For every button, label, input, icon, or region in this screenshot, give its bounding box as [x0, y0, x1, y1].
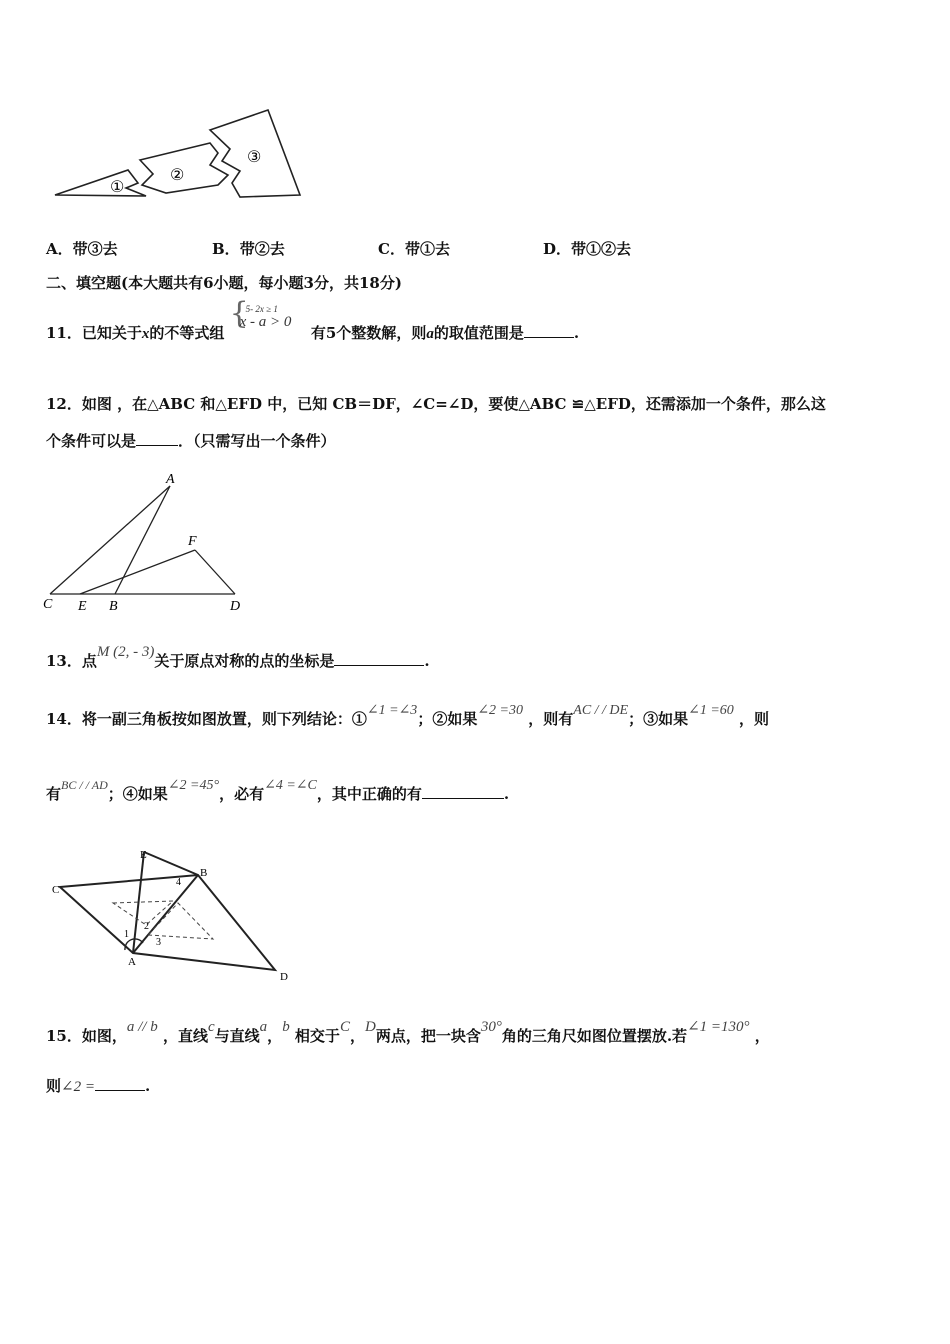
question-15-line-1: 15．如图，a // b ，直线c与直线a，b 相交于C，D两点，把一块含30°角的三角尺如图位置摆放.若∠1 =130° ， [46, 1019, 770, 1045]
inequality-system: { 5- 2x ≥ 1 x - a > 0 [229, 296, 292, 331]
svg-text:B: B [200, 867, 208, 879]
question-12-line-2: 个条件可以是 ．（只需写出一个条件） [46, 432, 336, 450]
svg-text:D: D [230, 599, 241, 614]
question-15-line-2: 则∠2 = . [46, 1077, 151, 1095]
question-14-line-2: 有$^{BC / / AD}$；④如果∠2 =45°，必有∠4 =∠C，其中正确的有 . [46, 778, 510, 803]
svg-text:4: 4 [176, 877, 181, 888]
svg-text:A: A [128, 956, 136, 968]
svg-text:D: D [280, 971, 288, 983]
option-a: A．带③去 [46, 240, 118, 258]
option-b: B．带②去 [212, 240, 285, 258]
svg-text:3: 3 [156, 937, 161, 948]
figure-triangle-pieces [50, 105, 310, 205]
figure-q14-set-squares [48, 845, 298, 985]
svg-text:B: B [109, 599, 118, 614]
piece-3-label: ③ [247, 149, 262, 166]
svg-text:E: E [78, 599, 87, 614]
svg-text:E: E [140, 849, 147, 861]
svg-text:C: C [52, 884, 60, 896]
question-13: 13．点M (2, - 3)关于原点对称的点的坐标是 . [46, 644, 430, 670]
question-14-line-1: 14．将一副三角板按如图放置，则下列结论：①∠1 =∠3；②如果∠2 =30 ，则有AC / / DE；③如果∠1 =60 ，则 [46, 703, 770, 728]
svg-text:F: F [188, 534, 197, 549]
piece-2-label: ② [170, 167, 185, 184]
svg-text:1: 1 [124, 929, 129, 940]
section-2-title: 二、填空题(本大题共有6小题，每小题3分，共18分) [46, 274, 402, 292]
svg-text:2: 2 [144, 921, 149, 932]
option-c: C．带①去 [378, 240, 450, 258]
figure-q12-triangles [40, 470, 260, 615]
option-d: D．带①②去 [543, 240, 632, 258]
piece-1-label: ① [110, 179, 125, 196]
svg-text:C: C [43, 597, 53, 612]
svg-text:A: A [166, 472, 175, 487]
question-11: 11．已知关于x的不等式组 { 5- 2x ≥ 1 x - a > 0 有5个整数解，则a的取值范围是 . [46, 296, 580, 342]
question-12-line-1: 12．如图 ，在△ABC 和△EFD 中，已知 CB＝DF，∠C=∠D，要使△ABC ≌△EFD，还需添加一个条件，那么这 [46, 395, 826, 413]
